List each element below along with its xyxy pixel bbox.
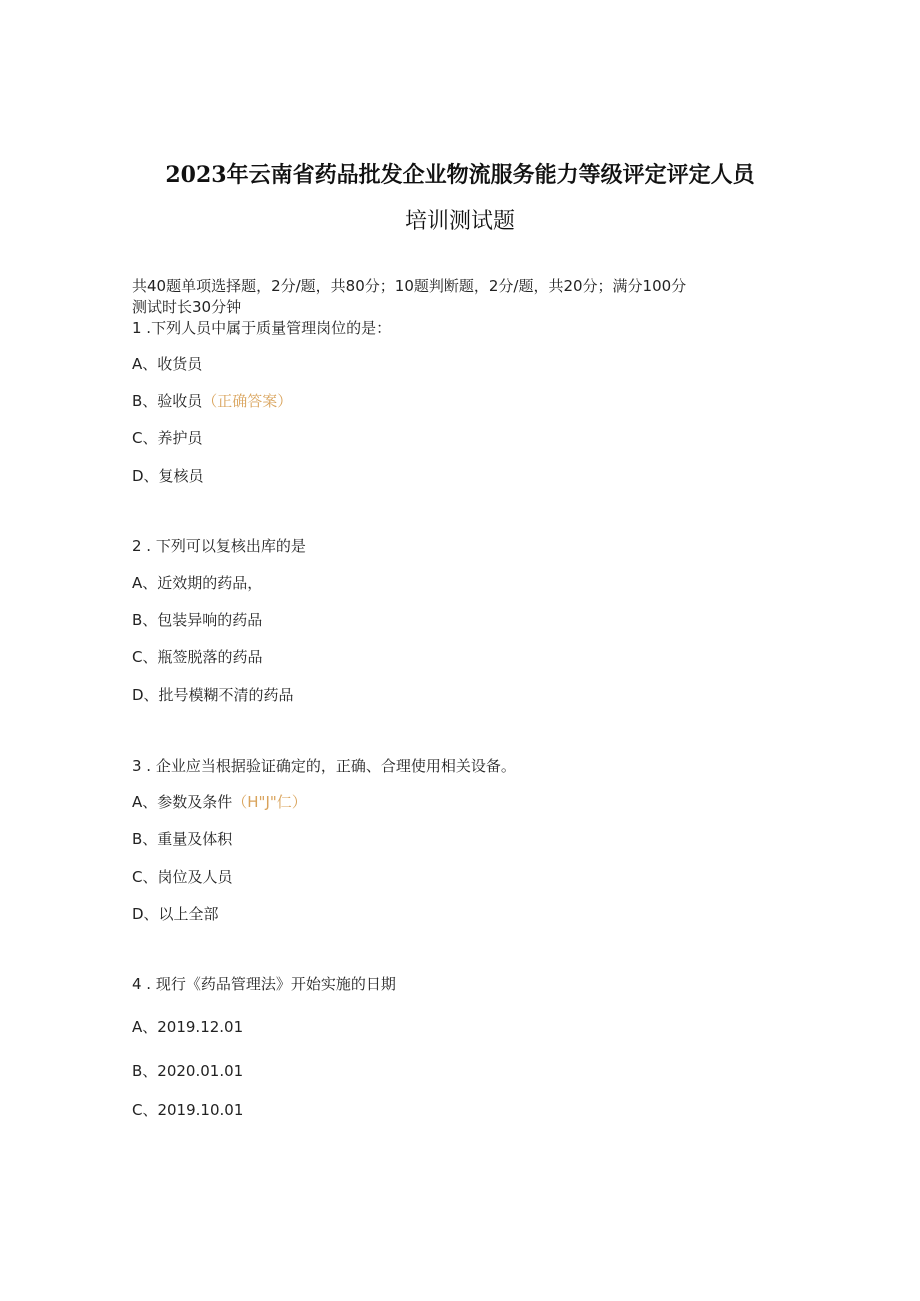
option-label: B、验收员 [132, 392, 203, 410]
question-2-option-d [132, 685, 294, 705]
option-label: D、复核员 [132, 467, 204, 485]
question-stem-1: 1 .下列人员中属于质量管理岗位的是： [132, 319, 392, 337]
answer-mark: （正确答案） [202, 392, 293, 410]
option-label: A、近效期的药品， [132, 574, 263, 592]
exam-instructions: 共40题单项选择题，2分/题，共80分；10题判断题，2分/题，共20分；满分100分 [132, 277, 687, 295]
question-1-option-d [132, 466, 204, 486]
option-label: C、养护员 [132, 429, 203, 447]
document-title-line1: 2023年云南省药品批发企业物流服务能力等级评定评定人员 [165, 162, 755, 188]
question-1-option-a [132, 354, 202, 374]
question-2-option-b [132, 610, 262, 630]
question-1-option-b [132, 391, 292, 411]
document-title-line2: 培训测试题 [404, 209, 515, 234]
question-stem-3: 3 . 企业应当根据验证确定的，正确、合理使用相关设备。 [132, 757, 516, 775]
question-2-option-c [132, 647, 262, 667]
option-label: A、2019.12.01 [132, 1018, 244, 1036]
question-4-option-c [132, 1100, 243, 1120]
option-label: D、批号模糊不清的药品 [132, 686, 294, 704]
question-4-option-a [132, 1017, 243, 1037]
question-3-option-b [132, 829, 232, 849]
option-label: D、以上全部 [132, 905, 219, 923]
question-stem-2: 2 . 下列可以复核出库的是 [132, 537, 306, 555]
option-label: C、2019.10.01 [132, 1101, 244, 1119]
option-label: B、包装异响的药品 [132, 611, 263, 629]
exam-duration: 测试时长30分钟 [132, 298, 242, 316]
question-2-option-a [132, 573, 262, 593]
option-label: B、重量及体积 [132, 830, 233, 848]
option-label: A、收货员 [132, 355, 203, 373]
option-label: C、岗位及人员 [132, 868, 233, 886]
option-label: A、参数及条件 [132, 793, 233, 811]
question-3-option-d [132, 904, 219, 924]
question-3-option-a [132, 792, 307, 812]
option-label: B、2020.01.01 [132, 1062, 244, 1080]
option-label: C、瓶签脱落的药品 [132, 648, 263, 666]
question-4-option-b [132, 1061, 243, 1081]
question-3-option-c [132, 867, 232, 887]
question-1-option-c [132, 428, 202, 448]
answer-mark: （H"J"仁） [232, 793, 307, 811]
question-stem-4: 4 . 现行《药品管理法》开始实施的日期 [132, 975, 396, 993]
